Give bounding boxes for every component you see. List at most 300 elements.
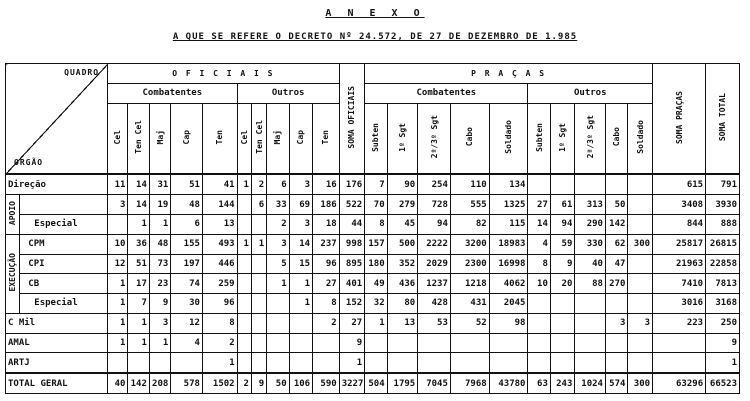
table-cell: 180: [365, 254, 387, 274]
table-cell: 1: [108, 313, 128, 333]
table-cell: 1: [128, 333, 149, 353]
table-cell: [237, 214, 251, 234]
table-cell: 313: [575, 195, 606, 215]
table-cell: 110: [450, 174, 489, 194]
table-cell: 3200: [450, 234, 489, 254]
table-cell: [489, 333, 528, 353]
table-cell: [313, 353, 340, 373]
col-header: Cel: [108, 103, 128, 174]
table-cell: 134: [489, 174, 528, 194]
table-cell: 7968: [450, 373, 489, 393]
table-cell: 26815: [706, 234, 740, 254]
col-header: 1º Sgt: [387, 103, 418, 174]
col-header: Cabo: [450, 103, 489, 174]
row-label: C Mil: [6, 313, 108, 333]
table-cell: [628, 333, 653, 353]
row-label: CPI: [20, 254, 108, 274]
table-cell: 791: [706, 174, 740, 194]
table-cell: [550, 294, 574, 314]
table-cell: 3: [149, 313, 170, 333]
table-row: [6, 294, 740, 314]
col-header: Ten Cel: [251, 103, 266, 174]
table-cell: 13: [202, 214, 237, 234]
table-cell: 3930: [706, 195, 740, 215]
table-cell: [251, 353, 266, 373]
table-cell: [251, 274, 266, 294]
table-cell: 2: [202, 333, 237, 353]
table-cell: [237, 254, 251, 274]
table-cell: [528, 333, 550, 353]
table-cell: 254: [418, 174, 451, 194]
table-cell: [128, 353, 149, 373]
table-row: [6, 234, 740, 254]
table-cell: [418, 353, 451, 373]
table-cell: [528, 174, 550, 194]
table-cell: 27: [528, 195, 550, 215]
table-cell: 3: [628, 313, 653, 333]
table-cell: 3227: [339, 373, 365, 393]
table-cell: 243: [550, 373, 574, 393]
table-cell: 7045: [418, 373, 451, 393]
table-cell: [237, 333, 251, 353]
table-cell: [387, 353, 418, 373]
table-cell: [251, 214, 266, 234]
table-cell: 40: [108, 373, 128, 393]
table-cell: 44: [339, 214, 365, 234]
oficiais-outros-header: Outros: [237, 83, 339, 103]
row-label: Direção: [6, 174, 108, 194]
table-cell: [108, 214, 128, 234]
table-row: [6, 195, 740, 215]
table-cell: 155: [171, 234, 203, 254]
oficiais-combatentes-header: Combatentes: [108, 83, 238, 103]
table-cell: [528, 313, 550, 333]
table-cell: 431: [450, 294, 489, 314]
table-cell: 1: [149, 333, 170, 353]
table-cell: 33: [267, 195, 289, 215]
table-cell: 142: [128, 373, 149, 393]
table-cell: 14: [128, 174, 149, 194]
table-cell: 61: [550, 195, 574, 215]
table-cell: 176: [339, 174, 365, 194]
table-cell: 578: [171, 373, 203, 393]
table-cell: [289, 353, 312, 373]
table-cell: 16998: [489, 254, 528, 274]
table-cell: 16: [313, 174, 340, 194]
table-cell: [237, 274, 251, 294]
table-cell: 13: [387, 313, 418, 333]
table-cell: 895: [339, 254, 365, 274]
table-cell: [237, 195, 251, 215]
table-cell: 157: [365, 234, 387, 254]
table-cell: 1795: [387, 373, 418, 393]
table-cell: 1024: [575, 373, 606, 393]
col-header: Soldado: [628, 103, 653, 174]
table-cell: 51: [171, 174, 203, 194]
table-cell: 522: [339, 195, 365, 215]
pracas-outros-header: Outros: [528, 83, 653, 103]
table-cell: 36: [128, 234, 149, 254]
col-header: Cap: [171, 103, 203, 174]
table-cell: 3: [267, 234, 289, 254]
row-label: Especial: [20, 294, 108, 314]
table-cell: 270: [605, 274, 627, 294]
col-header: Cel: [237, 103, 251, 174]
table-cell: [171, 353, 203, 373]
table-cell: 94: [550, 214, 574, 234]
table-cell: 2222: [418, 234, 451, 254]
table-cell: 152: [339, 294, 365, 314]
header-corner: [6, 64, 108, 175]
table-cell: [575, 333, 606, 353]
table-cell: 22858: [706, 254, 740, 274]
table-cell: [450, 353, 489, 373]
table-cell: 23: [149, 274, 170, 294]
table-row: [6, 353, 740, 373]
table-row: [6, 214, 740, 234]
table-cell: 1: [108, 333, 128, 353]
table-cell: 66523: [706, 373, 740, 393]
table-cell: [628, 274, 653, 294]
table-cell: 96: [313, 254, 340, 274]
table-cell: 106: [289, 373, 312, 393]
oficiais-header: O F I C I A I S: [108, 64, 340, 84]
table-cell: [108, 353, 128, 373]
table-cell: 7813: [706, 274, 740, 294]
annex-table: [5, 63, 740, 394]
table-cell: 53: [418, 313, 451, 333]
table-cell: 352: [387, 254, 418, 274]
table-cell: 3408: [653, 195, 706, 215]
table-cell: [605, 333, 627, 353]
table-cell: [251, 254, 266, 274]
row-label: [20, 195, 108, 215]
table-cell: [237, 313, 251, 333]
table-cell: [653, 353, 706, 373]
table-cell: 98: [489, 313, 528, 333]
table-cell: [628, 214, 653, 234]
execucao-group-label: EXECUÇÃO: [6, 234, 20, 313]
table-cell: 8: [365, 214, 387, 234]
table-cell: 48: [149, 234, 170, 254]
table-cell: 80: [387, 294, 418, 314]
table-cell: 27: [313, 274, 340, 294]
col-header: 1º Sgt: [550, 103, 574, 174]
table-cell: 3: [289, 174, 312, 194]
col-header: 2º/3º Sgt: [575, 103, 606, 174]
table-cell: [628, 353, 653, 373]
table-cell: 70: [365, 195, 387, 215]
table-cell: 15: [289, 254, 312, 274]
table-cell: 19: [149, 195, 170, 215]
table-cell: 31: [149, 174, 170, 194]
table-cell: 1: [108, 294, 128, 314]
table-cell: [289, 313, 312, 333]
table-cell: 3168: [706, 294, 740, 314]
table-cell: [550, 353, 574, 373]
table-cell: [237, 353, 251, 373]
table-cell: 279: [387, 195, 418, 215]
table-cell: 17: [128, 274, 149, 294]
table-cell: 88: [575, 274, 606, 294]
table-cell: 6: [251, 195, 266, 215]
table-cell: 3: [289, 214, 312, 234]
table-cell: 9: [706, 333, 740, 353]
table-cell: 27: [339, 313, 365, 333]
table-cell: 493: [202, 234, 237, 254]
table-cell: 2029: [418, 254, 451, 274]
table-cell: 73: [149, 254, 170, 274]
table-cell: [575, 353, 606, 373]
table-cell: [251, 313, 266, 333]
table-cell: 428: [418, 294, 451, 314]
row-label: ARTJ: [6, 353, 108, 373]
table-cell: [605, 174, 627, 194]
table-cell: 10: [108, 234, 128, 254]
table-row: [6, 373, 740, 393]
table-cell: 300: [628, 234, 653, 254]
table-cell: 7: [365, 174, 387, 194]
soma-total-header: SOMA TOTAL: [706, 64, 740, 175]
table-cell: [365, 353, 387, 373]
table-cell: 12: [171, 313, 203, 333]
table-cell: 555: [450, 195, 489, 215]
table-cell: 6: [267, 174, 289, 194]
row-label: CB: [20, 274, 108, 294]
table-row: [6, 313, 740, 333]
document-title: A N E X O: [325, 8, 425, 19]
table-cell: 59: [550, 234, 574, 254]
table-cell: 144: [202, 195, 237, 215]
table-cell: 446: [202, 254, 237, 274]
table-cell: [313, 333, 340, 353]
table-body: [6, 174, 740, 393]
col-header: Subten: [528, 103, 550, 174]
table-cell: [628, 174, 653, 194]
table-cell: 14: [128, 195, 149, 215]
table-cell: 2: [237, 373, 251, 393]
table-row: [6, 254, 740, 274]
table-cell: 142: [605, 214, 627, 234]
table-cell: 40: [575, 254, 606, 274]
table-cell: 290: [575, 214, 606, 234]
document-subtitle: A QUE SE REFERE O DECRETO Nº 24.572, DE 27 DE DEZEMBRO DE 1.985: [172, 32, 578, 42]
row-label: TOTAL GERAL: [6, 373, 108, 393]
table-cell: 2300: [450, 254, 489, 274]
table-cell: 94: [418, 214, 451, 234]
table-cell: 2: [267, 214, 289, 234]
table-cell: 1: [149, 214, 170, 234]
table-cell: 844: [653, 214, 706, 234]
table-cell: 615: [653, 174, 706, 194]
table-cell: 9: [251, 373, 266, 393]
table-cell: [267, 353, 289, 373]
table-cell: [251, 294, 266, 314]
table-cell: 3: [108, 195, 128, 215]
table-cell: 998: [339, 234, 365, 254]
table-cell: 197: [171, 254, 203, 274]
table-cell: [418, 333, 451, 353]
table-cell: 62: [605, 234, 627, 254]
table-cell: [550, 174, 574, 194]
table-cell: 1218: [450, 274, 489, 294]
table-cell: 18983: [489, 234, 528, 254]
table-cell: 1: [365, 313, 387, 333]
table-cell: 1237: [418, 274, 451, 294]
table-cell: 50: [605, 195, 627, 215]
table-cell: 82: [450, 214, 489, 234]
table-cell: 2: [313, 313, 340, 333]
col-header: Cap: [289, 103, 312, 174]
table-cell: 1: [108, 274, 128, 294]
table-cell: [605, 294, 627, 314]
table-cell: [267, 333, 289, 353]
table-cell: 4: [171, 333, 203, 353]
col-header: Ten Cel: [128, 103, 149, 174]
table-cell: 1: [237, 174, 251, 194]
pracas-combatentes-header: Combatentes: [365, 83, 528, 103]
table-cell: [605, 353, 627, 373]
col-header: Maj: [149, 103, 170, 174]
table-cell: 1: [706, 353, 740, 373]
table-cell: 51: [128, 254, 149, 274]
table-cell: [489, 353, 528, 373]
table-cell: 8: [313, 294, 340, 314]
table-cell: 401: [339, 274, 365, 294]
pracas-header: P R A Ç A S: [365, 64, 653, 84]
table-cell: 4: [528, 234, 550, 254]
table-cell: 259: [202, 274, 237, 294]
table-row: [6, 274, 740, 294]
table-cell: 7: [128, 294, 149, 314]
col-header: Subten: [365, 103, 387, 174]
table-cell: 4062: [489, 274, 528, 294]
table-cell: [528, 294, 550, 314]
table-cell: 9: [339, 333, 365, 353]
table-cell: 7410: [653, 274, 706, 294]
table-cell: [528, 353, 550, 373]
table-cell: 1: [289, 294, 312, 314]
col-header: Ten: [313, 103, 340, 174]
table-cell: 2: [251, 174, 266, 194]
table-cell: 590: [313, 373, 340, 393]
table-cell: 223: [653, 313, 706, 333]
quadro-label: QUADRO: [64, 68, 100, 77]
table-cell: 74: [171, 274, 203, 294]
table-cell: [289, 333, 312, 353]
table-cell: [365, 333, 387, 353]
table-cell: 208: [149, 373, 170, 393]
table-row: [6, 174, 740, 194]
table-cell: 250: [706, 313, 740, 333]
table-cell: [550, 313, 574, 333]
table-cell: [575, 294, 606, 314]
table-cell: [628, 195, 653, 215]
table-cell: 21963: [653, 254, 706, 274]
table-cell: 186: [313, 195, 340, 215]
table-cell: 1: [237, 234, 251, 254]
col-header: Cabo: [605, 103, 627, 174]
table-cell: 25817: [653, 234, 706, 254]
table-cell: 69: [289, 195, 312, 215]
table-cell: 9: [149, 294, 170, 314]
table-cell: 1: [128, 214, 149, 234]
table-cell: 10: [528, 274, 550, 294]
table-cell: 728: [418, 195, 451, 215]
table-cell: 9: [550, 254, 574, 274]
table-cell: [149, 353, 170, 373]
table-cell: 1: [267, 274, 289, 294]
table-cell: [450, 333, 489, 353]
table-cell: [251, 333, 266, 353]
table-cell: [628, 294, 653, 314]
table-cell: 45: [387, 214, 418, 234]
table-cell: 1: [289, 274, 312, 294]
table-cell: 330: [575, 234, 606, 254]
table-cell: 52: [450, 313, 489, 333]
table-cell: 300: [628, 373, 653, 393]
table-cell: 3: [605, 313, 627, 333]
table-cell: 1502: [202, 373, 237, 393]
table-cell: 32: [365, 294, 387, 314]
apoio-group-label: APOIO: [6, 195, 20, 235]
table-cell: 90: [387, 174, 418, 194]
col-header: Ten: [202, 103, 237, 174]
table-cell: 47: [605, 254, 627, 274]
table-cell: [575, 313, 606, 333]
table-cell: 49: [365, 274, 387, 294]
col-header: Soldado: [489, 103, 528, 174]
table-cell: 48: [171, 195, 203, 215]
table-cell: 14: [289, 234, 312, 254]
table-cell: 11: [108, 174, 128, 194]
orgao-label: ORGÃO: [14, 158, 44, 168]
table-cell: 18: [313, 214, 340, 234]
table-cell: 888: [706, 214, 740, 234]
table-cell: [267, 313, 289, 333]
soma-pracas-header: SOMA PRAÇAS: [653, 64, 706, 175]
table-cell: 20: [550, 274, 574, 294]
table-cell: 63: [528, 373, 550, 393]
table-cell: 1: [251, 234, 266, 254]
table-cell: 436: [387, 274, 418, 294]
table-cell: 43780: [489, 373, 528, 393]
table-cell: 96: [202, 294, 237, 314]
table-cell: 574: [605, 373, 627, 393]
table-cell: 1325: [489, 195, 528, 215]
table-cell: [237, 294, 251, 314]
table-cell: [628, 254, 653, 274]
table-row: [6, 333, 740, 353]
table-cell: 115: [489, 214, 528, 234]
table-cell: 1: [128, 313, 149, 333]
soma-oficiais-header: SOMA OFICIAIS: [339, 64, 365, 175]
table-cell: 500: [387, 234, 418, 254]
table-cell: 5: [267, 254, 289, 274]
table-cell: [550, 333, 574, 353]
table-cell: 1: [339, 353, 365, 373]
table-cell: 8: [202, 313, 237, 333]
row-label: CPM: [20, 234, 108, 254]
table-cell: 12: [108, 254, 128, 274]
row-label: AMAL: [6, 333, 108, 353]
table-cell: 63296: [653, 373, 706, 393]
table-cell: 237: [313, 234, 340, 254]
table-cell: 6: [171, 214, 203, 234]
table-cell: 8: [528, 254, 550, 274]
col-header: 2º/3º Sgt: [418, 103, 451, 174]
table-cell: [387, 333, 418, 353]
